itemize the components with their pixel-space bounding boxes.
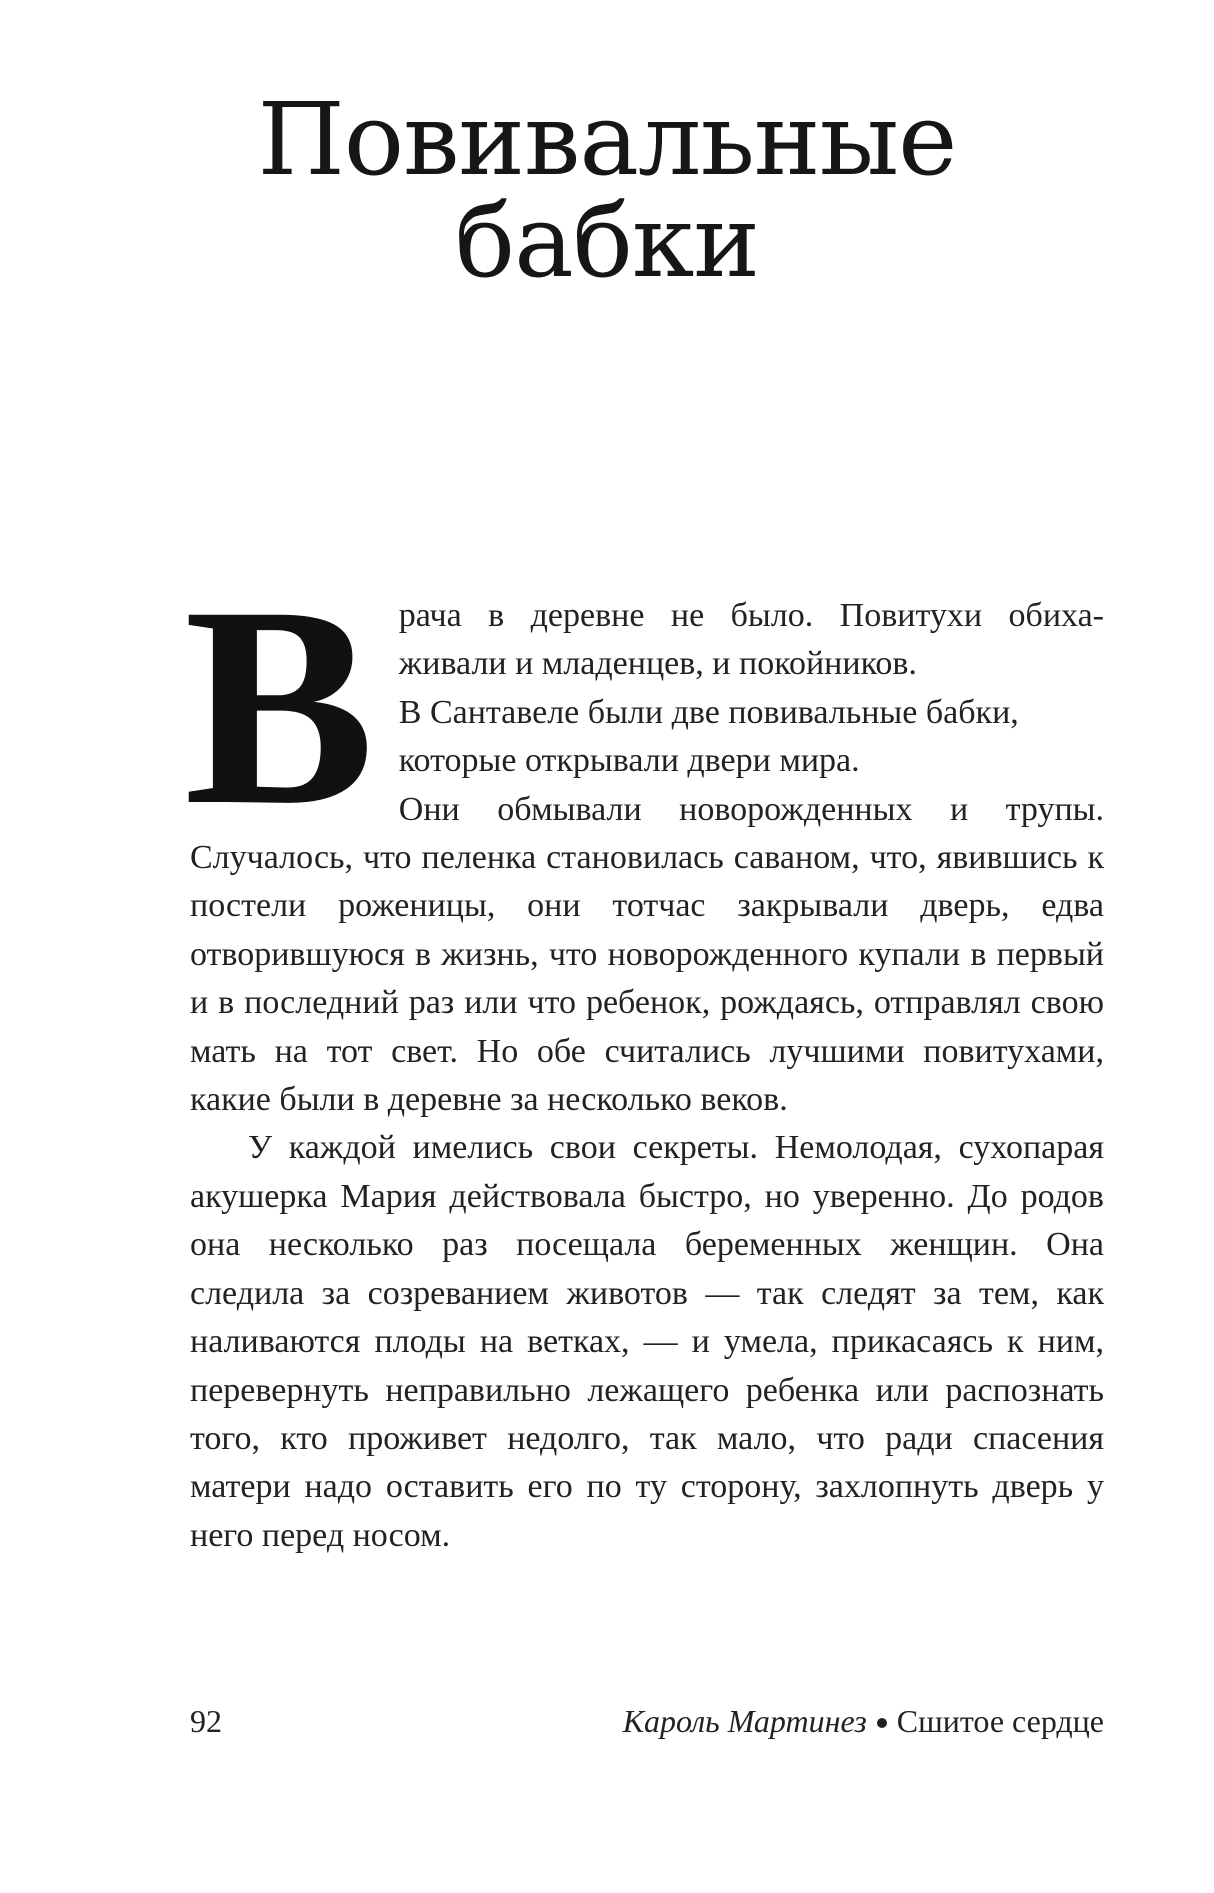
paragraph-1-line-santavele: В Сантавеле были две повивальные бабки, [398, 693, 1019, 731]
chapter-body [184, 547, 1104, 1560]
chapter-title-line-2: бабки [454, 183, 760, 300]
running-head-book-title: Сшитое сердце [896, 1703, 1104, 1739]
page-number: 92 [190, 1703, 222, 1739]
paragraph-1 [184, 547, 1104, 1124]
chapter-title [0, 81, 1214, 300]
chapter-title-line-1: Повивальные [257, 81, 957, 198]
running-head-author: Кароль Мартинез [622, 1703, 867, 1739]
running-head [623, 1696, 1104, 1746]
paragraph-2: У каждой имелись свои секреты. Немолодая, сухопарая акушерка Мария действовала быстро, но уверенно. До родов она несколько раз посещала беременных женщин. Она следила за созреванием животов — так следят за тем, как наливаются плоды на ветках, — и умела, прикасаясь к ним, перевернуть неправильно лежащего ребенка или распознать того, кто проживет недолго, так мало, что ради спасения матери надо оставить его по ту сторону, захлопнуть дверь у него перед носом. [190, 1129, 1104, 1554]
paragraph-1-line-doors: которые открывали двери мира. [398, 742, 860, 780]
page-footer [190, 1696, 1104, 1746]
drop-cap: В [184, 547, 375, 864]
paragraph-1-rest: Они обмывали новорожденных и трупы. Случалось, что пеленка становилась саваном, что, явившись к постели роженицы, они тотчас закрывали дверь, едва отворившуюся в жизнь, что новорожденного купали в первый и в последний раз или что ребенок, рождаясь, отправлял свою мать на тот свет. Но обе считались лучшими повитухами, какие были в деревне за несколько веков. [190, 790, 1104, 1119]
bullet-separator-icon [877, 1718, 887, 1728]
paragraph-1-opening: рача в деревне не было. Повитухи обиха-живали и младенцев, и покойников. [398, 597, 1104, 683]
